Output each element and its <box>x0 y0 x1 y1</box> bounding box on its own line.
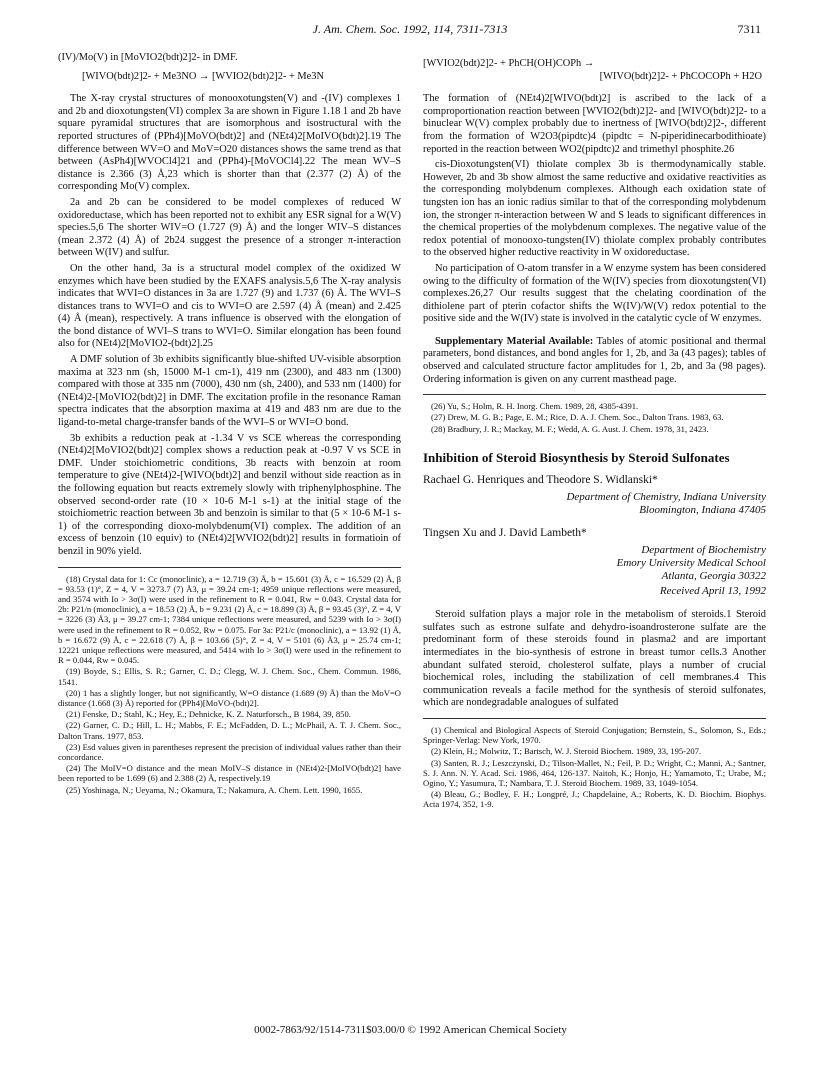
authors-1: Rachael G. Henriques and Theodore S. Widlanski* <box>423 474 658 487</box>
equation-2-line-1: [WVIO2(bdt)2]2- + PhCH(OH)COPh → <box>423 58 595 69</box>
footnote: (20) 1 has a slightly longer, but not significantly, W=O distance (1.689 (9) Å) than the MoV=O distance (1.668 (3) Å) reported for (PPh4)[MoVO-(bdt)2]. <box>58 687 401 708</box>
reference-divider <box>423 394 766 395</box>
footnote: (1) Chemical and Biological Aspects of Steroid Conjugation; Bernstein, S., Solomon, S., Eds.; Springer-Verlag: New York, 1970. <box>423 724 766 746</box>
page-footer: 0002-7863/92/1514-7311$03.00/0 © 1992 American Chemical Society <box>254 1024 567 1036</box>
footnote: (2) Klein, H.; Molwitz, T.; Bartsch, W. J. Steroid Biochem. 1989, 33, 195-207. <box>431 746 702 757</box>
affiliation-line: Bloomington, Indiana 47405 <box>639 504 766 517</box>
paragraph: The X-ray crystal structures of monooxotungsten(V) and -(IV) complexes 1 and 2b and dioxotungsten(VI) complex 3a are shown in Figure 1.18 1 and 2b have square pyramidal structures that are isomorphous and isostructural with the reported structures of (PPh4)[MoVO(bdt)2] and (NEt4)2[MoIVO(bdt)2].19 The difference between WV=O and MoV=O20 distances shows the same trend as that between (AsPh4)[WVOCl4]21 and (PPh4)-[MoVOCl4].22 The mean WV–S distance is 2.366 (3) Å,23 which is shorter than that (2.377 (2) Å) of the corresponding Mo(V) complex. <box>58 93 401 193</box>
paragraph: On the other hand, 3a is a structural model complex of the oxidized W enzymes which have been studied by the EXAFS analysis.5,6 The X-ray analysis indicates that WVI=O distances in 3a are 1.727 (9) and 1.737 (6) Å. The WVI–S distances trans to WVI=O and cis to WVI=O are 2.597 (4) Å (mean) and 2.425 (4) Å (mean), respectively. A trans influence is observed with the elongation of the bond distance of WVI–S trans to WVI=O. Similar elongation has been found also for (NEt4)2[MoVIO2-(bdt)2].25 <box>58 262 401 350</box>
paragraph: The formation of (NEt4)2[WIVO(bdt)2] is ascribed to the lack of a comproportionation reaction between [WVIO2(bdt)2]2- and [WIVO(bdt)2]2- to a binuclear W(V) complex probably due to inertness of [WIVO(bdt)2]2-, different from the formation of W2O3(pipdtc)4 (pipdtc = N-piperidinecarbodithioate) reported in the reaction between WO2(pipdtc)2 and trimethyl phosphite.26 <box>423 93 766 155</box>
affiliation-line: Atlanta, Georgia 30322 <box>661 569 766 582</box>
equation-2-line-2: [WIVO(bdt)2]2- + PhCOCOPh + H2O <box>599 70 762 82</box>
footnote: (23) Esd values given in parentheses represent the precision of individual values rather than their concordance. <box>58 741 401 763</box>
reference: (28) Bradbury, J. R.; Mackay, M. F.; Wedd, A. G. Aust. J. Chem. 1978, 31, 2423. <box>431 423 709 434</box>
paragraph: cis-Dioxotungsten(VI) thiolate complex 3b is thermodynamically stable. However, 2b and 3b show almost the same reductive and oxidative reactivities as the corresponding molybdenum complexes. Although each oxidation state of tungsten ion has an ionic radius similar to that of the corresponding molybdenum ion, the stronger π-interaction between W and S leads to significant differences in the chemical properties of the molybdenum complexes. The negative value of the redox potential of monooxo-tungsten(IV) thiolate complex probably contributes to the observed higher reductive reactivity in W oxidoreductase. <box>423 159 766 259</box>
received-date: Received April 13, 1992 <box>659 584 766 597</box>
affiliation-line: Department of Biochemistry <box>641 543 766 556</box>
footnote: (24) The MoIV=O distance and the mean MoIV–S distance in (NEt4)2-[MoIVO(bdt)2] have been reported to be 1.699 (6) and 2.388 (2) Å, respectively.19 <box>58 763 401 784</box>
footnote: (3) Santen, R. J.; Leszczynski, D.; Tilson-Mallet, N.; Feil, P. D.; Wright, C.; Manni, A.; Santner, S. J. Ann. N. Y. Acad. Sci. 1986, 464, 126-137. Naitoh, K.; Honjo, H.; Yamamoto, T.; Urabe, M.; Ogino, Y.; Yasumura, T.; Nambara, T. J. Steroid Biochem. 1989, 33, 1049-1054. <box>423 757 766 788</box>
running-header: J. Am. Chem. Soc. 1992, 114, 7311-7313 <box>312 22 508 36</box>
authors-2: Tingsen Xu and J. David Lambeth* <box>423 527 587 540</box>
continued-text: (IV)/Mo(V) in [MoVIO2(bdt)2]2- in DMF. <box>58 52 238 63</box>
footnote: (4) Bleau, G.; Bodley, F. H.; Longpré, J.; Chapdelaine, A.; Roberts, K. D. Biochim. Biophys. Acta 1974, 352, 1-9. <box>423 789 766 810</box>
page-number: 7311 <box>737 22 761 36</box>
reference: (26) Yu, S.; Holm, R. H. Inorg. Chem. 1989, 28, 4385-4391. <box>431 401 639 412</box>
footnote: (21) Fenske, D.; Stahl, K.; Hey, E.; Dehnicke, K. Z. Naturforsch., B 1984, 39, 850. <box>66 709 351 720</box>
right-column <box>423 52 766 811</box>
footnote-divider <box>423 718 766 719</box>
paragraph: A DMF solution of 3b exhibits significantly blue-shifted UV-visible absorption maxima at 323 nm (sh, 15000 M-1 cm-1), 419 nm (2300), and 483 nm (1300) compared with those at 335 nm (7000), 430 nm (sh, 2400), and 533 nm (1400) for (NEt4)2-[MoVIO2(bdt)2] in DMF. The excitation profile in the resonance Raman spectra indicates that the absorption maxima at 419 and 483 nm are due to the ligand-to-metal charge-transfer bands of the WVI–S or WVI=O bond. <box>58 354 401 429</box>
left-column <box>58 52 401 796</box>
article-title: Inhibition of Steroid Biosynthesis by Steroid Sulfonates <box>423 449 730 465</box>
affiliation-2 <box>423 544 766 583</box>
affiliation-1 <box>423 491 766 517</box>
footnotes-left <box>58 574 401 795</box>
footnote: (19) Boyde, S.; Ellis, S. R.; Garner, C. D.; Clegg, W. J. Chem. Soc., Chem. Commun. 1986, 1541. <box>58 666 401 687</box>
paragraph: 3b exhibits a reduction peak at -1.34 V vs SCE whereas the corresponding (NEt4)2[MoVIO2(bdt)2] complex shows a reduction peak at -0.97 V vs SCE in DMF. Under stoichiometric conditions, 3b reacts with benzoin at room temperature to give (NEt4)2-[WIVO(bdt)2] and benzil without side reaction as in the following equation but reacts extremely slowly with triphenylphosphine. The observed second-order rate (10 × 10-6 M-1 s-1) at the initial stage of the stoichiometric reaction between 3b and benzoin is similar to that (5 × 10-6 M-1 s-1) of the corresponding dioxo-molybdenum(VI) complex. The addition of an excess of benzoin (10 equiv) to (NEt4)2[WVIO2(bdt)2] results in formatioin of benzil in 90% yield. <box>58 432 401 557</box>
equation-2 <box>423 58 766 83</box>
paragraph: 2a and 2b can be considered to be model complexes of reduced W oxidoreductase, which has been reported not to exhibit any ESR signal for a W(V) species.5,6 The shorter WIV=O (1.727 (9) Å) and the longer WIV–S distances (mean 2.372 (4) Å) of 2b24 suggest the presence of a stronger π-interaction between W(IV) and sulfur. <box>58 196 401 259</box>
equation-1: [WIVO(bdt)2]2- + Me3NO → [WVIO2(bdt)2]2- + Me3N <box>82 70 324 82</box>
affiliation-line: Department of Chemistry, Indiana University <box>566 491 766 504</box>
footnote: (25) Yoshinaga, N.; Ueyama, N.; Okamura, T.; Nakamura, A. Chem. Lett. 1990, 1655. <box>66 784 363 795</box>
affiliation-line: Emory University Medical School <box>616 556 766 569</box>
reference: (27) Drew, M. G. B.; Page, E. M.; Rice, D. A. J. Chem. Soc., Dalton Trans. 1983, 63. <box>431 412 724 423</box>
footnote: (18) Crystal data for 1: Cc (monoclinic), a = 12.719 (3) Å, b = 15.601 (3) Å, c = 16.529 (2) Å, β = 93.53 (1)°, Z = 4, V = 3273.7 (7) Å3, μ = 39.24 cm-1; 4959 unique reflections were measured, and 3574 with Io > 3σ(I) were used in the refinement to R = 0.041, Rw = 0.043. Crystal data for 2b: P21/n (monoclinic), a = 18.53 (2) Å, b = 9.231 (2) Å, c = 18.899 (3) Å, β = 93.45 (3)°, Z = 4, V = 3226 (3) Å3, μ = 39.27 cm-1; 7384 unique reflections were measured, and 5239 with Io > 3σ(I) were used in the refinement to R = 0.052, Rw = 0.075. For 3a: P21/c (monoclinic), a = 13.92 (1) Å, b = 16.672 (9) Å, c = 22.618 (7) Å, β = 103.66 (5)°, Z = 4, V = 5101 (6) Å3, μ = 25.74 cm-1; 12221 unique reflections were measured, and 5414 with Io > 3σ(I) were used in the refinement to R = 0.044, Rw = 0.045. <box>58 573 401 666</box>
paragraph: Steroid sulfation plays a major role in the metabolism of steroids.1 Steroid sulfates such as estrone sulfate and dehydro-isoandrosterone sulfate are the predominant form of these steroids found in plasma2 and are important intermediates in the bio-synthesis of estrone in breast tumor cells.3 Another abundant sulfated steroid, cholesterol sulfate, plays a number of crucial biochemical roles, including the stabilization of cell membranes.4 This communication reveals a facile method for the synthesis of steroid sulfonates, which are nondegradable analogues of sulfated <box>423 609 766 709</box>
paragraph: No participation of O-atom transfer in a W enzyme system has been considered owing to the difficulty of formation of the W(IV) species from dioxotungsten(VI) complexes.26,27 Our results suggest that the chelating coordination of the dithiolene part of pterin cofactor shifts the W(IV)/W(V) redox potential to the positive side and the W(IV) state is involved in the catalytic cycle of W enzymes. <box>423 262 766 325</box>
footnote-divider <box>58 567 401 568</box>
footnote: (22) Garner, C. D.; Hill, L. H.; Mabbs, F. E.; McFadden, D. L.; McPhail, A. T. J. Chem. Soc., Dalton Trans. 1977, 853. <box>58 720 401 741</box>
supplementary-material <box>423 336 766 386</box>
supplementary-label: Supplementary Material Available: <box>435 335 594 347</box>
supplementary-text: Tables of atomic positional and thermal parameters, bond distances, and bond angles for 1, 2b, and 3a (43 pages); tables of observed and calculated structure factor amplitudes for 1, 2b, and 3a (98 pages). Ordering information is given on any current masthead page. <box>423 335 766 385</box>
